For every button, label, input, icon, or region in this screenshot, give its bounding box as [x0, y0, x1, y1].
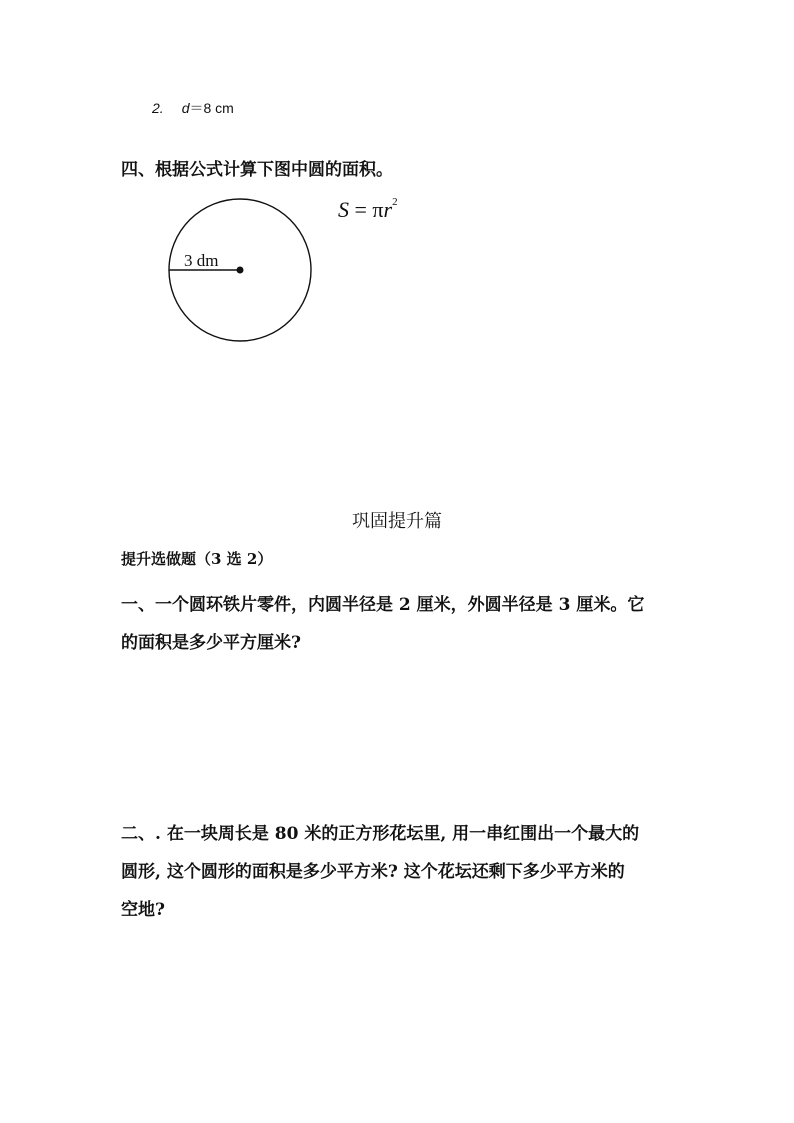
area-formula: [338, 197, 398, 223]
radius-label: 3 dm: [184, 251, 219, 270]
center-point: [237, 267, 244, 274]
question-4-heading: 四、根据公式计算下图中圆的面积。: [121, 160, 393, 180]
problem-1-line: 的面积是多少平方厘米?: [121, 633, 301, 653]
problem-1-line: 一、一个圆环铁片零件，内圆半径是 2 厘米，外圆半径是 3 厘米。它: [121, 595, 645, 615]
item-2-diameter: [152, 98, 234, 118]
formula-r: r: [383, 197, 393, 222]
item-number: 2.: [152, 100, 164, 116]
formula-s: S: [338, 197, 349, 222]
circle-figure: [160, 190, 320, 350]
problem-1: [121, 586, 681, 662]
problem-2-line: 圆形, 这个圆形的面积是多少平方米? 这个花坛还剩下多少平方米的: [121, 862, 625, 882]
diameter-value: ＝8 cm: [189, 100, 234, 116]
diameter-variable: d: [181, 100, 190, 116]
problem-2: [121, 815, 681, 929]
section-title: 巩固提升篇: [352, 511, 442, 532]
problem-2-line: 二、. 在一块周长是 80 米的正方形花坛里, 用一串红围出一个最大的: [121, 824, 640, 844]
formula-exponent: 2: [392, 195, 398, 208]
problem-2-line: 空地?: [121, 900, 165, 920]
optional-problems-heading: 提升选做题（3 选 2）: [121, 550, 273, 568]
formula-eq-pi: = π: [349, 197, 384, 222]
